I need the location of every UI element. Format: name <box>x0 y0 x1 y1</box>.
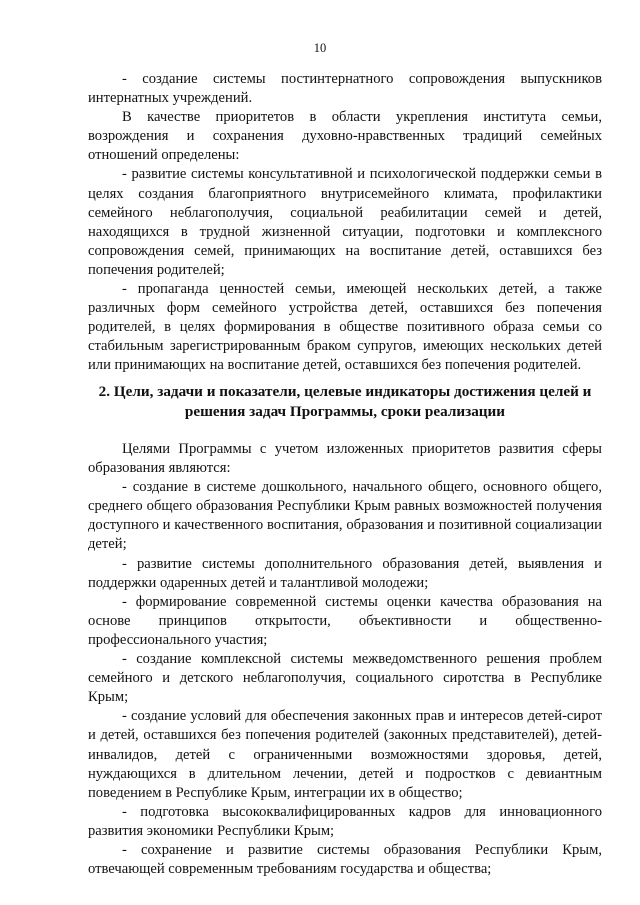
paragraph: - развитие системы консультативной и психологической поддержки семьи в целях создания благоприятного внутрисемейного климата, профилактики семейного неблагополучия, социальной реабилитации семей и детей, находящихся в трудной жизненной ситуации, подготовки и комплексного сопровождения семей, принимающих на воспитание детей, оставшихся без попечения родителей; <box>88 166 602 278</box>
paragraph: - подготовка высококвалифицированных кадров для инновационного развития экономики Республики Крым; <box>88 803 602 839</box>
paragraph: - сохранение и развитие системы образования Республики Крым, отвечающей современным требованиям государства и общества; <box>88 841 602 878</box>
paragraph: - создание условий для обеспечения законных прав и интересов детей-сирот и детей, оставшихся без попечения родителей (законных представителей), детей-инвалидов, детей с ограниченными возможностями здоровья, детей, нуждающихся в длительном лечении, детей и подростков с девиантным поведением в Республике Крым, интеграции их в общество; <box>88 708 602 801</box>
page-number: 10 <box>313 41 327 55</box>
paragraph: Целями Программы с учетом изложенных приоритетов развития сферы образования являются: <box>88 441 602 477</box>
body-text-top <box>88 70 602 376</box>
paragraph: - создание комплексной системы межведомственного решения проблем семейного и детского неблагополучия, социального сиротства в Республике Крым; <box>88 651 602 706</box>
paragraph: - создание системы постинтернатного сопровождения выпускников интернатных учреждений. <box>88 71 602 107</box>
paragraph: - пропаганда ценностей семьи, имеющей нескольких детей, а также различных форм семейного устройства детей, оставшихся без попечения родителей, в целях формирования в обществе позитивного образа семьи со стабильным зарегистрированным браком супругов, имеющих нескольких детей или принимающих на воспитание детей, оставшихся без попечения родителей. <box>88 281 602 374</box>
paragraph: - создание в системе дошкольного, начального общего, основного общего, среднего общего образования Республики Крым равных возможностей получения доступного и качественного воспитания, образования и позитивной социализации детей; <box>88 479 602 553</box>
paragraph: В качестве приоритетов в области укрепления института семьи, возрождения и сохранения духовно-нравственных традиций семейных отношений определены: <box>88 109 602 164</box>
paragraph: - развитие системы дополнительного образования детей, выявления и поддержки одаренных детей и талантливой молодежи; <box>88 555 602 591</box>
section-heading: 2. Цели, задачи и показатели, целевые индикаторы достижения целей и решения задач Программы, сроки реализации <box>98 383 592 420</box>
paragraph: - формирование современной системы оценки качества образования на основе принципов открытости, объективности и общественно-профессионального участия; <box>88 593 602 648</box>
body-text-bottom <box>88 440 602 879</box>
